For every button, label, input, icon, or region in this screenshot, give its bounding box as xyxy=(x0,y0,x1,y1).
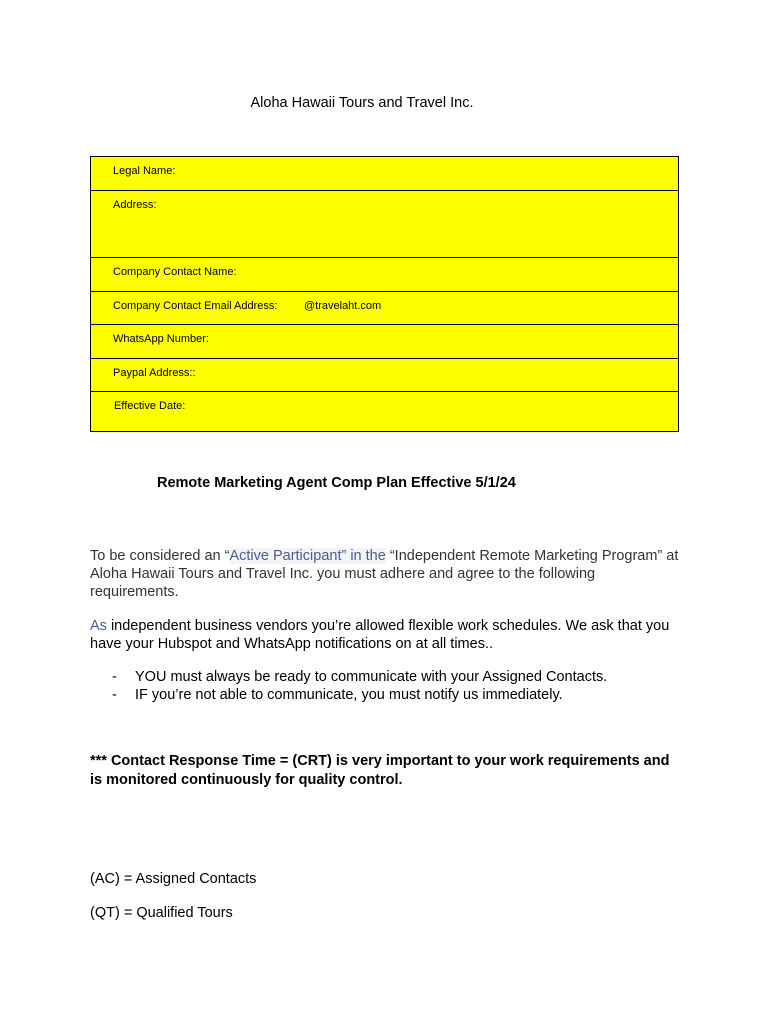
list-item xyxy=(112,668,682,686)
definition-assigned-contacts: (AC) = Assigned Contacts xyxy=(90,871,257,887)
legal-name-label: Legal Name: xyxy=(113,165,176,177)
effective-date-label: Effective Date: xyxy=(114,400,186,412)
list-item-text: IF you’re not able to communicate, you must notify us immediately. xyxy=(135,687,563,703)
company-title: Aloha Hawaii Tours and Travel Inc. xyxy=(250,95,474,111)
intro-text-end: “Independent Remote Marketing Program” at Aloha Hawaii Tours and Travel Inc. you must adhere and agree to the following requirements. xyxy=(90,548,679,600)
company-contact-name-label: Company Contact Name: xyxy=(113,266,237,278)
requirements-list xyxy=(112,668,682,704)
whatsapp-number-label: WhatsApp Number: xyxy=(113,333,209,345)
effective-date-row[interactable] xyxy=(91,392,678,431)
vendors-text: independent business vendors you’re allowed flexible work schedules. We ask that you have your Hubspot and WhatsApp notifications on at all times.. xyxy=(90,618,670,652)
address-label: Address: xyxy=(113,199,157,211)
bullet-dash: - xyxy=(112,669,117,685)
company-contact-name-row[interactable] xyxy=(91,258,678,292)
intro-highlighted-text: Active Participant” in the xyxy=(229,548,386,564)
company-contact-email-row[interactable] xyxy=(91,292,678,325)
list-item-text: YOU must always be ready to communicate with your Assigned Contacts. xyxy=(135,669,608,685)
vendors-paragraph xyxy=(90,617,680,653)
email-domain-suffix: @travelaht.com xyxy=(304,300,382,312)
definition-qualified-tours: (QT) = Qualified Tours xyxy=(90,905,233,921)
vendors-first-word: As xyxy=(90,618,107,634)
paypal-address-row[interactable] xyxy=(91,359,678,392)
legal-name-row[interactable] xyxy=(91,157,678,191)
bullet-dash: - xyxy=(112,687,117,703)
paypal-address-label: Paypal Address:: xyxy=(113,367,196,379)
whatsapp-number-row[interactable] xyxy=(91,325,678,359)
crt-note: *** Contact Response Time = (CRT) is very important to your work requirements and is monitored continuously for quality control. xyxy=(90,753,670,788)
intro-paragraph xyxy=(90,547,680,601)
agent-info-form xyxy=(90,156,679,432)
address-row[interactable] xyxy=(91,191,678,258)
list-item xyxy=(112,686,682,704)
company-contact-email-label: Company Contact Email Address: xyxy=(113,300,278,312)
intro-text-start: To be considered an “ xyxy=(90,548,230,564)
comp-plan-heading: Remote Marketing Agent Comp Plan Effective 5/1/24 xyxy=(157,475,516,491)
